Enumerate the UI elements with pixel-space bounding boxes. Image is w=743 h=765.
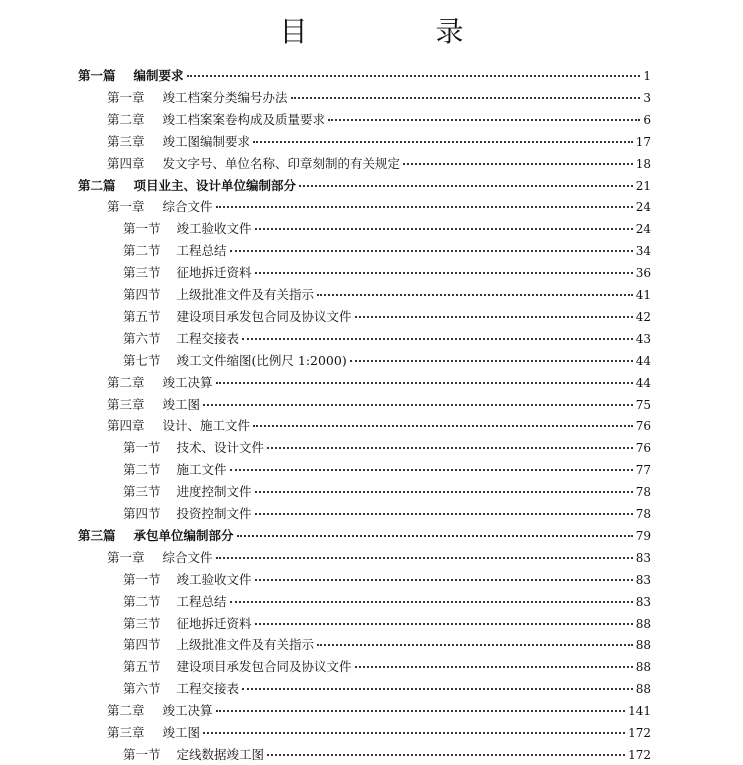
dot-leader: [237, 535, 633, 537]
toc-entry-page-number: 79: [635, 528, 651, 543]
toc-entry-title: 建设项目承发包合同及协议文件: [176, 659, 352, 675]
toc-entry[interactable]: [123, 285, 651, 305]
toc-entry-title: 工程总结: [176, 593, 227, 609]
toc-entry-title: 竣工图: [162, 396, 201, 412]
dot-leader: [216, 382, 633, 384]
dot-leader: [242, 688, 633, 690]
toc-entry-title: 工程总结: [176, 243, 227, 259]
toc-entry[interactable]: [107, 132, 651, 152]
toc-entry-label: 第三篇: [78, 527, 116, 543]
toc-entry-label: 第四章: [107, 418, 145, 434]
dot-leader: [253, 425, 633, 427]
toc-entry-label: 第五节: [123, 659, 161, 675]
toc-entry[interactable]: [107, 701, 651, 721]
dot-leader: [242, 338, 633, 340]
toc-entry-page-number: 76: [635, 419, 651, 434]
toc-entry-label: 第一节: [123, 746, 161, 762]
toc-entry-title: 建设项目承发包合同及协议文件: [176, 308, 352, 324]
toc-entry-label: 第一章: [107, 549, 145, 565]
toc-entry-title: 竣工档案分类编号办法: [162, 89, 288, 105]
toc-entry-page-number: 24: [635, 222, 651, 237]
toc-entry-label: 第三节: [123, 484, 161, 500]
toc-entry-title: 竣工档案案卷构成及质量要求: [162, 111, 326, 127]
toc-entry-page-number: 88: [635, 616, 651, 631]
toc-entry-page-number: 21: [635, 178, 651, 193]
toc-entry-title: 上级批准文件及有关指示: [176, 287, 315, 302]
toc-entry[interactable]: [123, 307, 651, 327]
toc-entry[interactable]: [123, 657, 651, 677]
toc-entry-title: 编制要求: [133, 68, 184, 83]
toc-entry-title: 进度控制文件: [176, 484, 252, 500]
dot-leader: [255, 513, 633, 515]
toc-entry-page-number: 36: [635, 266, 651, 281]
toc-entry-label: 第三节: [123, 265, 161, 281]
toc-entry-page-number: 42: [635, 309, 651, 324]
toc-entry-page-number: 43: [635, 331, 651, 346]
dot-leader: [350, 360, 633, 362]
dot-leader: [317, 294, 633, 296]
dot-leader: [355, 316, 633, 318]
toc-entry-label: 第五节: [123, 308, 161, 324]
toc-entry-title: 竣工验收文件: [176, 571, 252, 587]
toc-entry-title: 综合文件: [162, 199, 213, 215]
toc-entry-label: 第一章: [107, 89, 145, 105]
toc-entry-title: 征地拆迁资料: [176, 265, 252, 281]
toc-entry-title: 承包单位编制部分: [133, 527, 234, 543]
toc-entry-label: 第四章: [107, 155, 145, 171]
toc-entry-label: 第四节: [123, 506, 161, 521]
toc-entry[interactable]: [123, 482, 651, 502]
toc-entry-title: 竣工验收文件: [176, 221, 252, 237]
toc-entry-page-number: 78: [635, 507, 651, 521]
toc-entry-label: 第三章: [107, 725, 145, 740]
dot-leader: [255, 623, 633, 625]
toc-entry-page-number: 75: [635, 397, 651, 412]
toc-entry[interactable]: [123, 592, 651, 612]
toc-entry-title: 竣工决算: [162, 703, 213, 719]
dot-leader: [216, 710, 626, 712]
toc-entry-page-number: 17: [635, 134, 651, 149]
toc-entry[interactable]: [107, 197, 651, 217]
toc-entry-label: 第七节: [123, 352, 161, 368]
toc-entry-page-number: 172: [628, 747, 651, 762]
dot-leader: [255, 272, 633, 274]
toc-entry-title: 工程交接表: [176, 330, 240, 346]
toc-entry-title: 工程交接表: [176, 681, 240, 697]
toc-entry[interactable]: [78, 176, 651, 196]
toc-entry-page-number: 172: [628, 726, 651, 740]
toc-entry-label: 第二章: [107, 374, 145, 390]
toc-entry-title: 技术、设计文件: [176, 440, 265, 456]
toc-entry[interactable]: [123, 635, 651, 655]
toc-entry-label: 第一章: [107, 199, 145, 215]
toc-entry-label: 第二节: [123, 243, 161, 259]
toc-entry[interactable]: [78, 526, 651, 546]
toc-entry[interactable]: [123, 460, 651, 480]
toc-entry[interactable]: [107, 88, 651, 108]
toc-entry-label: 第三章: [107, 396, 145, 412]
toc-entry-title: 项目业主、设计单位编制部分: [133, 177, 297, 193]
toc-entry-title: 投资控制文件: [176, 506, 252, 521]
toc-entry-page-number: 1: [643, 69, 651, 83]
toc-entry-page-number: 76: [635, 441, 651, 456]
dot-leader: [267, 447, 633, 449]
toc-entry[interactable]: [107, 416, 651, 436]
toc-entry[interactable]: [123, 438, 651, 458]
toc-entry-title: 上级批准文件及有关指示: [176, 637, 315, 653]
toc-entry-label: 第二节: [123, 462, 161, 478]
toc-entry-page-number: 6: [643, 112, 651, 127]
toc-entry-page-number: 44: [635, 353, 651, 368]
toc-entry-page-number: 34: [635, 244, 651, 259]
toc-entry-page-number: 83: [635, 594, 651, 609]
toc-entry[interactable]: [123, 614, 651, 634]
dot-leader: [216, 206, 633, 208]
toc-entry-label: 第二章: [107, 703, 145, 719]
toc-entry-title: 竣工文件缩图(比例尺 1:2000): [176, 352, 347, 368]
dot-leader: [267, 754, 625, 756]
toc-entry-label: 第四节: [123, 287, 161, 302]
toc-entry-page-number: 41: [635, 288, 651, 302]
toc-entry[interactable]: [107, 723, 651, 743]
toc-entry[interactable]: [123, 745, 651, 765]
toc-entry-title: 征地拆迁资料: [176, 615, 252, 631]
dot-leader: [253, 141, 633, 143]
toc-entry-label: 第一篇: [78, 68, 116, 83]
dot-leader: [255, 491, 633, 493]
toc-entry[interactable]: [107, 395, 651, 415]
dot-leader: [403, 163, 633, 165]
toc-entry-label: 第二篇: [78, 177, 116, 193]
toc-entry-page-number: 24: [635, 200, 651, 215]
toc-entry[interactable]: [123, 241, 651, 261]
toc-entry[interactable]: [107, 110, 651, 130]
toc-entry-page-number: 88: [635, 682, 651, 697]
toc-entry-label: 第一节: [123, 221, 161, 237]
dot-leader: [203, 404, 633, 406]
toc-entry[interactable]: [123, 351, 651, 371]
toc-entry-page-number: 88: [635, 638, 651, 653]
dot-leader: [216, 557, 633, 559]
dot-leader: [328, 119, 640, 121]
toc-entry[interactable]: [123, 263, 651, 283]
toc-entry-title: 施工文件: [176, 462, 227, 478]
dot-leader: [299, 185, 633, 187]
toc-entry[interactable]: [107, 373, 651, 393]
toc-entry-page-number: 44: [635, 375, 651, 390]
toc-entry-title: 竣工图编制要求: [162, 133, 251, 149]
dot-leader: [230, 469, 633, 471]
dot-leader: [187, 75, 641, 77]
dot-leader: [355, 666, 633, 668]
toc-entry-title: 竣工图: [162, 725, 201, 740]
toc-entry-label: 第六节: [123, 330, 161, 346]
toc-entry-label: 第二节: [123, 593, 161, 609]
toc-entry-page-number: 141: [628, 704, 651, 719]
toc-entry-title: 综合文件: [162, 549, 213, 565]
toc-entry-title: 定线数据竣工图: [176, 746, 265, 762]
dot-leader: [317, 644, 633, 646]
toc-entry-title: 竣工决算: [162, 374, 213, 390]
toc-entry-page-number: 18: [635, 156, 651, 171]
toc-entry-label: 第四节: [123, 637, 161, 653]
toc-entry-label: 第三章: [107, 133, 145, 149]
dot-leader: [230, 601, 633, 603]
toc-entry-page-number: 88: [635, 660, 651, 675]
toc-entry[interactable]: [123, 219, 651, 239]
toc-entry-page-number: 83: [635, 550, 651, 565]
toc-entry-label: 第六节: [123, 681, 161, 697]
toc-entry-label: 第一节: [123, 571, 161, 587]
toc-entry[interactable]: [123, 570, 651, 590]
toc-entry[interactable]: [107, 154, 651, 174]
toc-entry[interactable]: [123, 504, 651, 524]
page-title: 目 录: [279, 15, 514, 48]
toc-entry-page-number: 78: [635, 485, 651, 500]
toc-entry-label: 第一节: [123, 440, 161, 456]
dot-leader: [291, 97, 641, 99]
toc-entry-title: 发文字号、单位名称、印章刻制的有关规定: [162, 155, 401, 171]
toc-entry-page-number: 3: [643, 90, 651, 105]
dot-leader: [230, 250, 633, 252]
toc-entry-page-number: 83: [635, 572, 651, 587]
toc-entry[interactable]: [78, 66, 651, 86]
dot-leader: [255, 579, 633, 581]
toc-entry-page-number: 77: [635, 463, 651, 478]
toc-entry[interactable]: [123, 329, 651, 349]
toc-entry[interactable]: [107, 548, 651, 568]
toc-entry-title: 设计、施工文件: [162, 418, 251, 434]
toc-entry-label: 第三节: [123, 615, 161, 631]
toc-entry[interactable]: [123, 679, 651, 699]
dot-leader: [203, 732, 625, 734]
toc-entry-label: 第二章: [107, 111, 145, 127]
dot-leader: [255, 228, 633, 230]
